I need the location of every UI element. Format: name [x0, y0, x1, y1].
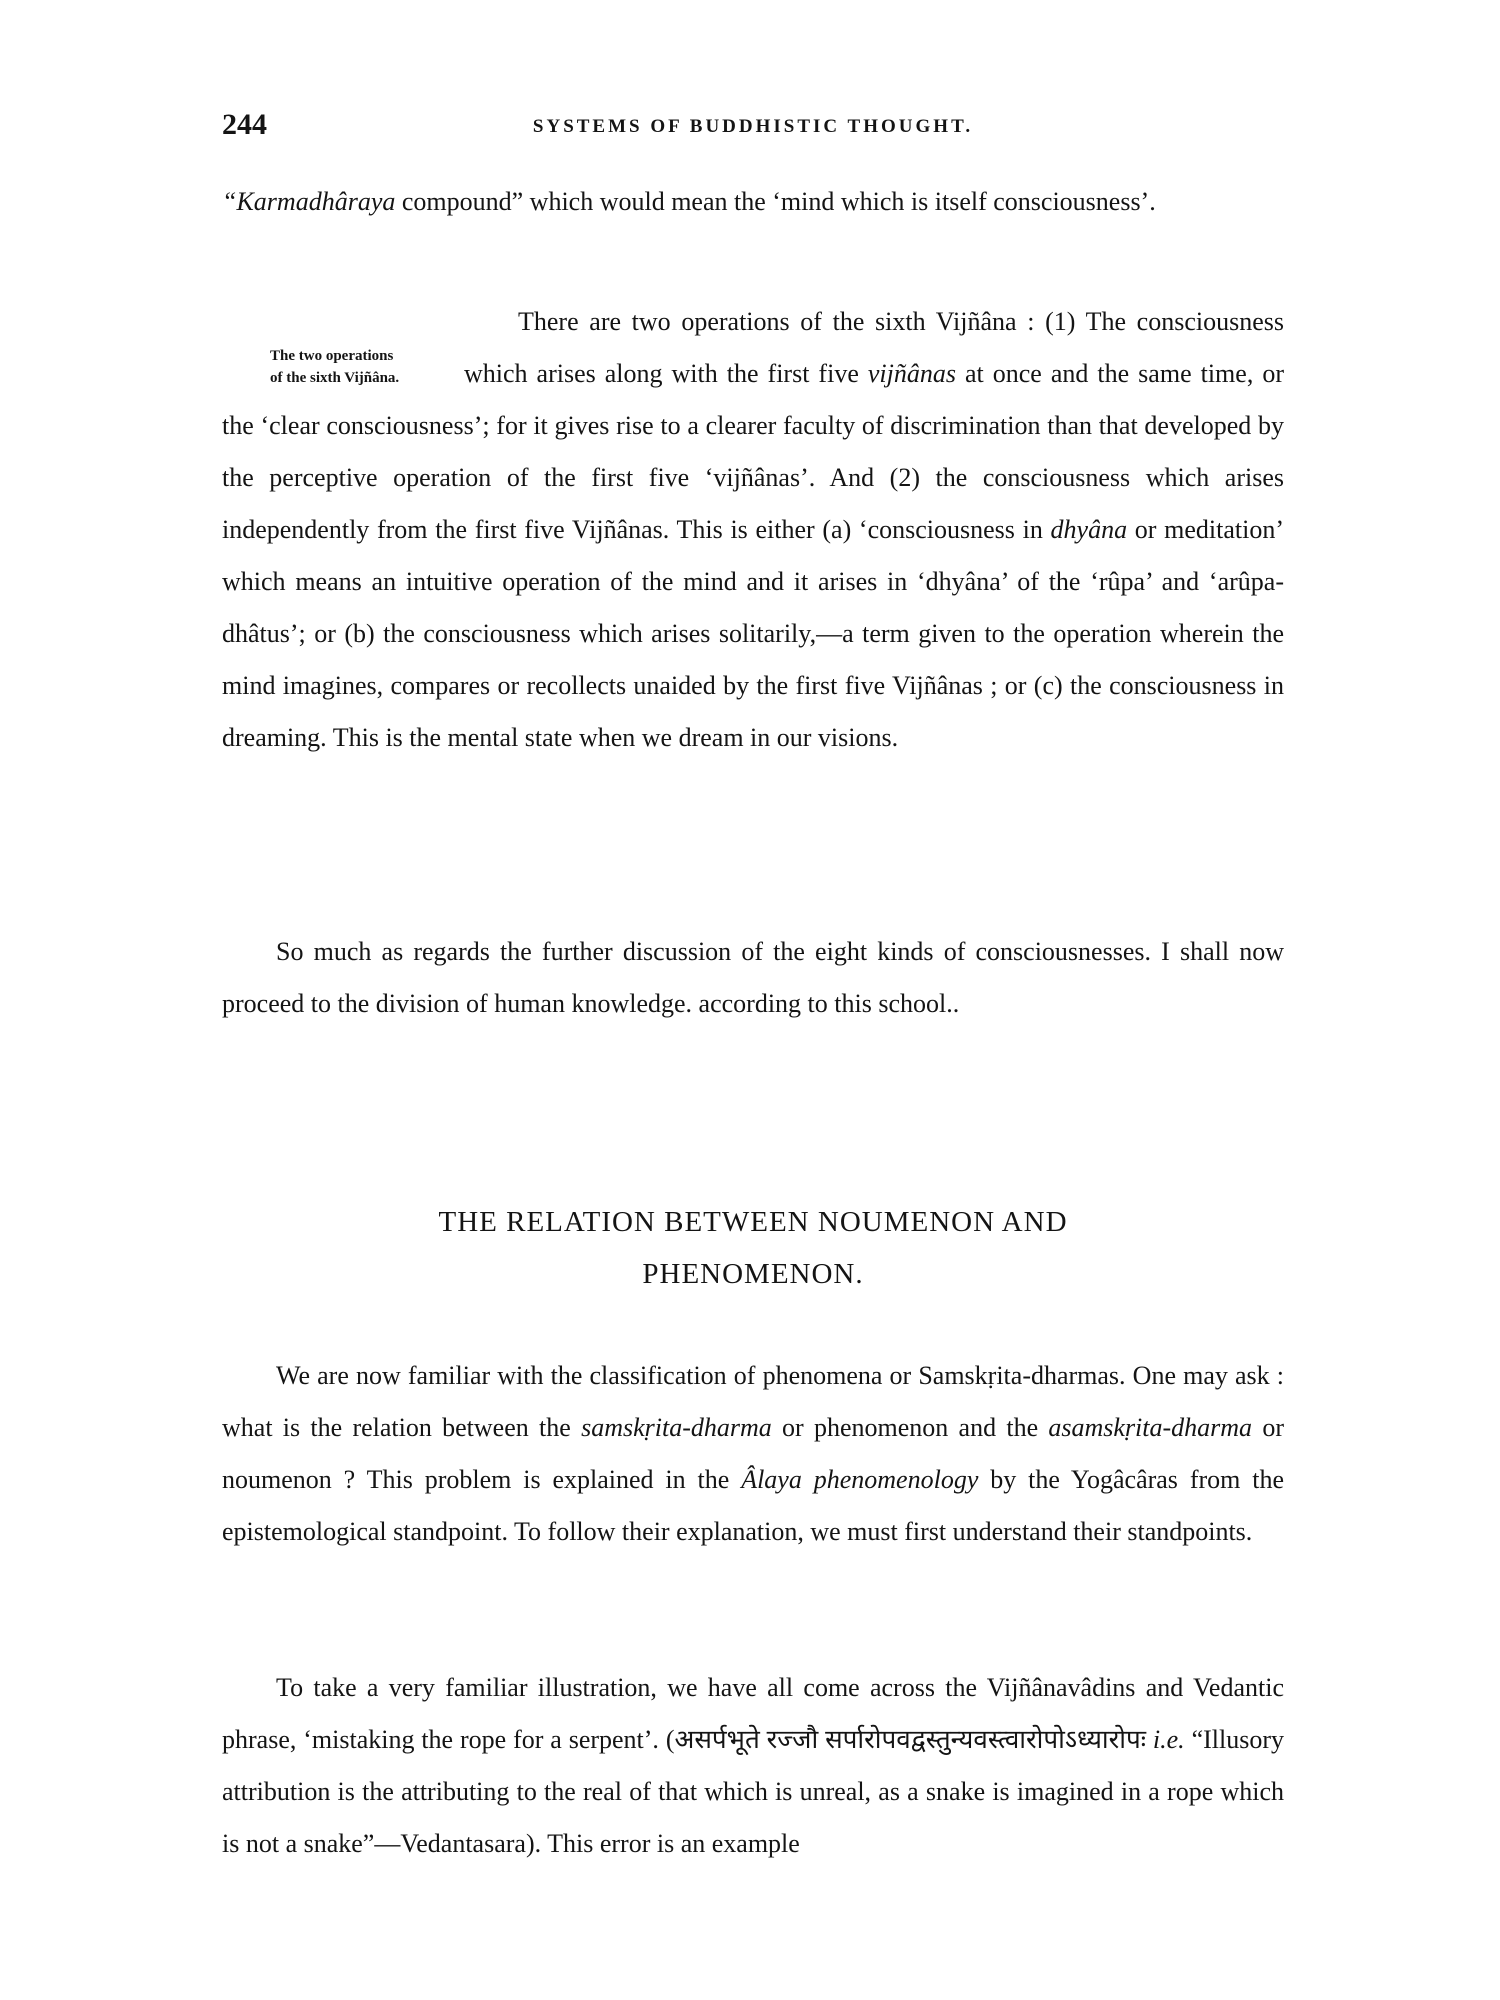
- page-header: [222, 108, 1284, 152]
- paragraph-1: [222, 176, 1284, 228]
- paragraph-4-italic-b: samskṛita-dharma: [581, 1413, 772, 1442]
- paragraph-4-text-e: or noumenon ? This problem is explained in the: [222, 1413, 1284, 1494]
- paragraph-3-text: So much as regards the further discussion of the eight kinds of consciousnesses. I shall now proceed to the division of human knowledge. according to this school..: [222, 937, 1284, 1018]
- paragraph-1-text: compound” which would mean the ‘mind which is itself consciousness’.: [395, 187, 1156, 216]
- paragraph-2-italic-d: dhyâna: [1050, 515, 1128, 544]
- paragraph-5: [222, 1662, 1284, 1870]
- paragraph-5-text-c: “Illusory attribution is the attributing to the real of that which is unreal, as a snake is imagined in a rope which is not a snake”—Vedantasara). This error is an example: [222, 1725, 1284, 1858]
- paragraph-5-text-a: To take a very familiar illustration, we have all come across the Vijñânavâdins and Vedantic phrase, ‘mistaking the rope for a serpent’. (असर्पभूते रज्जौ सर्पारोपवद्वस्तुन्यवस्त्वारोपोऽध्यारोपः: [222, 1673, 1284, 1754]
- margin-note-line-2: of the sixth Vijñâna.: [270, 370, 400, 386]
- paragraph-1-italic: “Karmadhâraya: [222, 187, 396, 216]
- page-number: 244: [222, 108, 267, 141]
- paragraph-5-italic-b: i.e.: [1152, 1725, 1185, 1754]
- section-title-line-1: THE RELATION BETWEEN NOUMENON AND: [438, 1206, 1068, 1238]
- paragraph-2-italic-b: vijñânas: [867, 359, 956, 388]
- paragraph-2-text-e: or meditation’ which means an intuitive operation of the mind and it arises in ‘dhyâna’ of the ‘rûpa’ and ‘arûpa-dhâtus’; or (b) the consciousness which arises solitarily,—a term given to the operation wherein the mind imagines, compares or recollects unaided by the first five Vijñânas ; or (c) the consciousness in dreaming. This is the mental state when we dream in our visions.: [222, 515, 1285, 752]
- paragraph-4-text-c: or phenomenon and the: [771, 1413, 1049, 1442]
- margin-note-line-1: The two operations: [270, 348, 394, 364]
- margin-note: [216, 345, 448, 389]
- paragraph-4-italic-d: asamskṛita-dharma: [1048, 1413, 1253, 1442]
- paragraph-3: [222, 926, 1284, 1030]
- section-title-line-2: PHENOMENON.: [642, 1258, 864, 1290]
- paragraph-4-text-a: We are now familiar with the classification of phenomena or Samskṛita-dharmas. One may ask : what is the relation between the: [222, 1361, 1284, 1442]
- running-head: SYSTEMS OF BUDDHISTIC THOUGHT.: [532, 116, 974, 137]
- paragraph-4-text-g: by the Yogâcâras from the epistemological standpoint. To follow their explanation, we must first understand their standpoints.: [222, 1465, 1285, 1546]
- paragraph-2: [222, 296, 1284, 764]
- paragraph-2-text-c: at once and the same time, or the ‘clear consciousness’; for it gives rise to a clearer faculty of discrimination than that developed by the perceptive operation of the first five ‘vijñânas’. And (2) the consciousness which arises independently from the first five Vijñânas. This is either (a) ‘consciousness in: [222, 359, 1284, 544]
- paragraph-4-italic-f: Âlaya phenomenology: [741, 1465, 979, 1494]
- paragraph-2-text-a: There are two operations of the sixth Vijñâna : (1) The consciousness which arises along with the first five: [464, 307, 1284, 388]
- section-title: [222, 1196, 1284, 1300]
- paragraph-4: [222, 1350, 1284, 1558]
